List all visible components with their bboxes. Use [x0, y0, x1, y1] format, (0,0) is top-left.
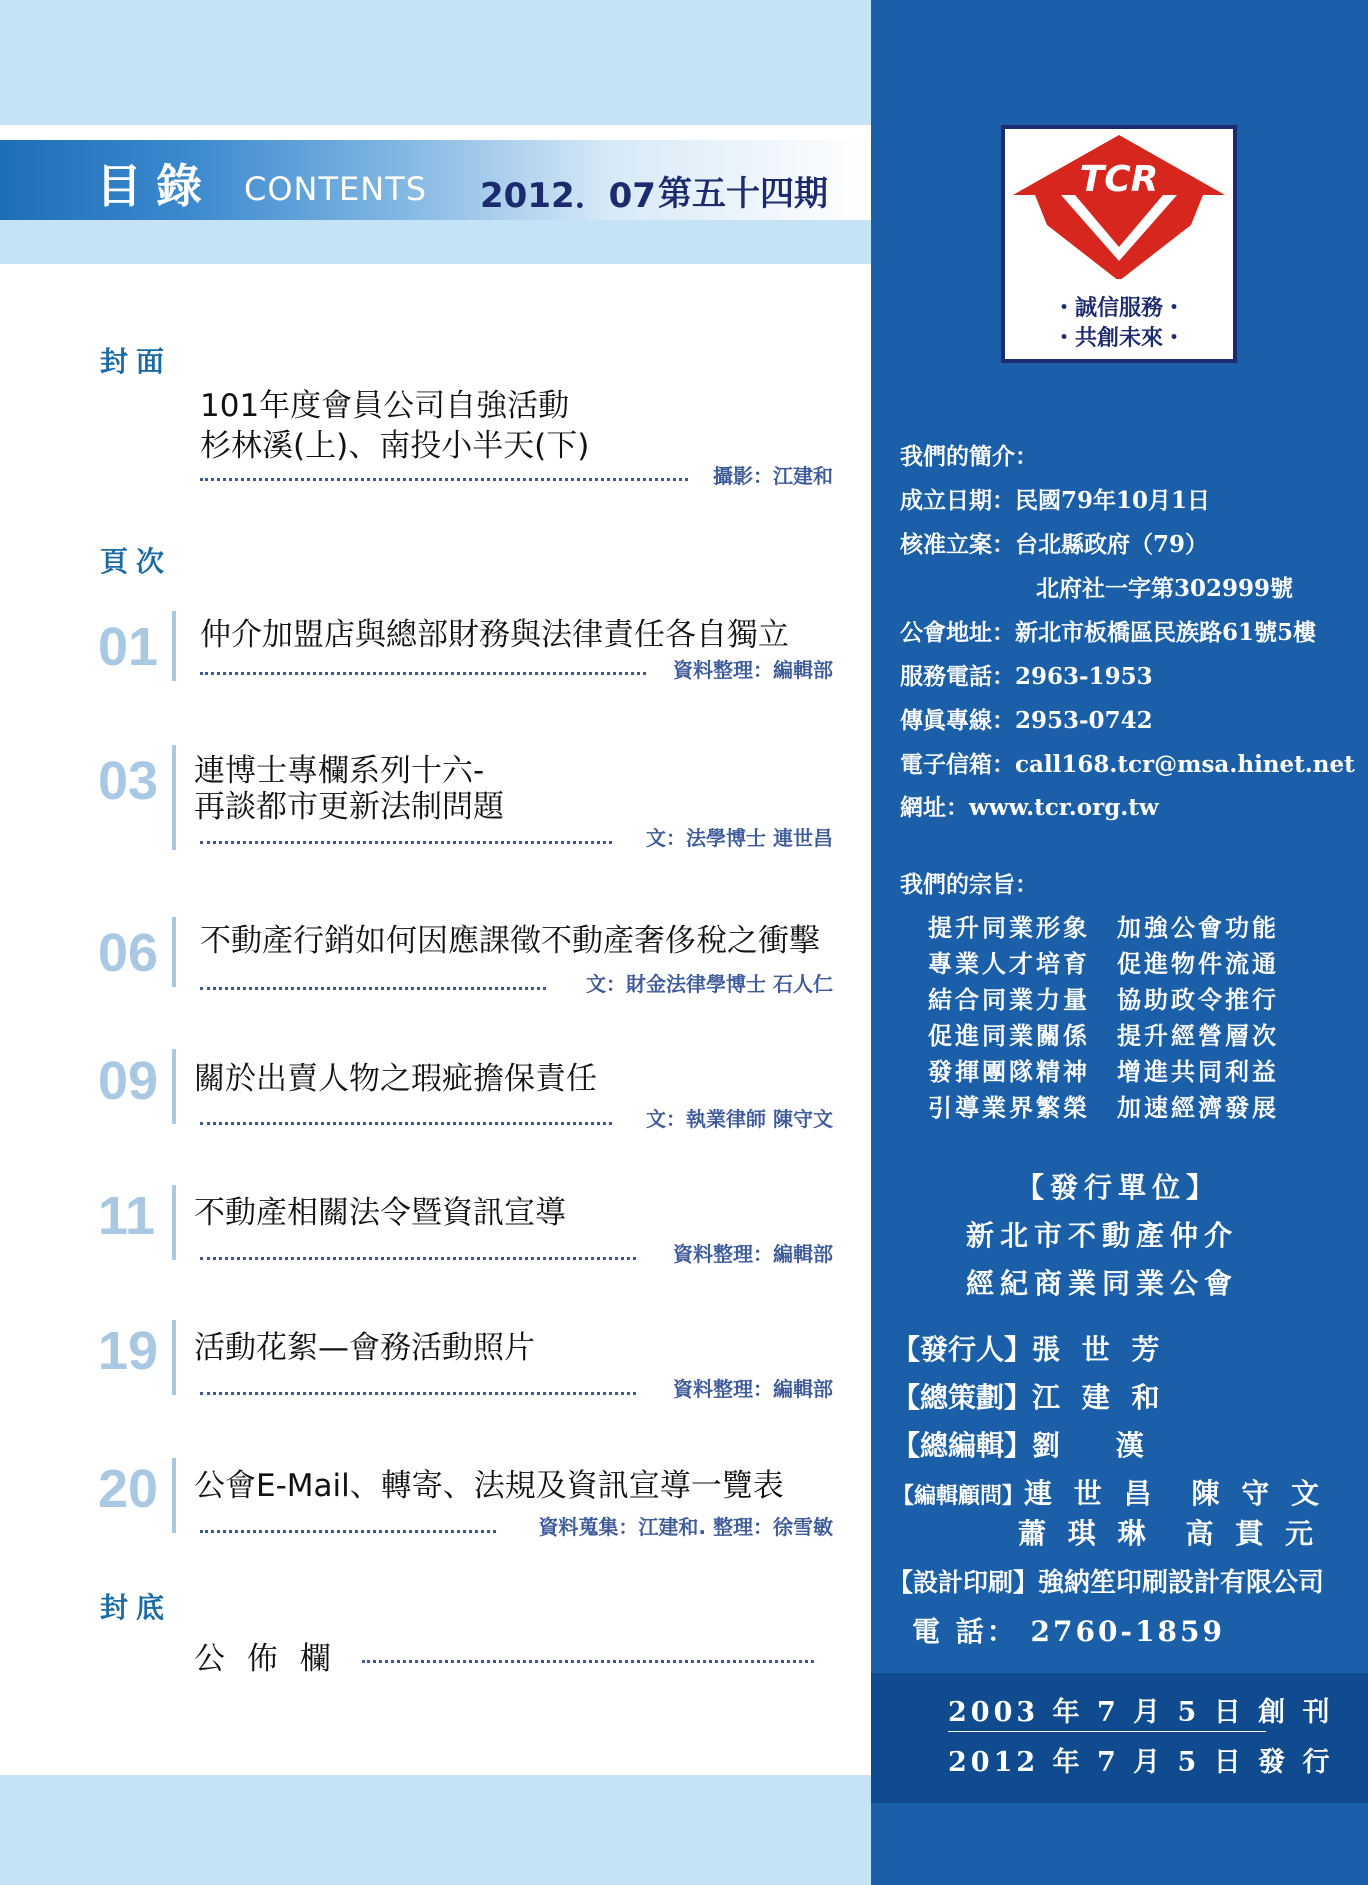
staff-role: 【總策劃】	[892, 1381, 1033, 1414]
tcr-logo	[1001, 125, 1237, 363]
intro-website[interactable]: 網址：www.tcr.org.tw	[900, 794, 1159, 821]
entry-credit: 文：法學博士 連世昌	[646, 826, 833, 850]
staff-name: 蕭 琪 琳 高 貫 元	[1018, 1517, 1319, 1550]
dotted-leader	[362, 1660, 814, 1663]
entry-divider	[172, 1458, 176, 1533]
page-title-en: CONTENTS	[244, 170, 428, 208]
issue-number: 第五十四期	[658, 174, 828, 214]
entry-page-number: 06	[98, 923, 159, 983]
aim-line: 提升同業形象 加強公會功能	[928, 913, 1279, 942]
entry-divider	[172, 1185, 176, 1260]
intro-email[interactable]: 電子信箱：call168.tcr@msa.hinet.net	[900, 751, 1355, 778]
entry-divider	[172, 745, 176, 850]
staff-publisher	[892, 1328, 1166, 1368]
issued-date: 2012 年 7 月 5 日 發 行	[948, 1747, 1334, 1778]
print-phone: 電 話： 2760-1859	[912, 1615, 1225, 1648]
entry-title-line2[interactable]: 再談都市更新法制問題	[194, 789, 504, 825]
entry-title[interactable]: 關於出賣人物之瑕疵擔保責任	[194, 1061, 597, 1097]
entry-page-number: 20	[98, 1459, 159, 1519]
logo-slogan-1: ・誠信服務・	[1052, 296, 1185, 321]
dotted-leader	[200, 672, 646, 675]
cover-label: 封面	[100, 345, 173, 378]
founded-date: 2003 年 7 月 5 日 創 刊	[948, 1697, 1334, 1728]
entry-page-number: 11	[98, 1186, 156, 1246]
entry-divider	[172, 611, 176, 681]
staff-printer	[888, 1562, 1324, 1599]
entry-credit: 資料蒐集：江建和. 整理：徐雪敏	[538, 1515, 833, 1539]
entry-divider	[172, 917, 176, 987]
intro-approval: 核准立案：台北縣政府（79）	[900, 531, 1209, 558]
aims-heading: 我們的宗旨：	[900, 871, 1038, 898]
dotted-leader	[200, 1257, 636, 1260]
aim-line: 專業人才培育 促進物件流通	[928, 949, 1279, 978]
intro-phone: 服務電話：2963-1953	[900, 663, 1153, 690]
staff-advisors	[892, 1472, 1325, 1512]
staff-role: 【設計印刷】	[888, 1568, 1039, 1597]
entry-page-number: 03	[98, 751, 159, 811]
entry-credit: 資料整理：編輯部	[673, 1377, 833, 1401]
intro-address: 公會地址：新北市板橋區民族路61號5樓	[900, 619, 1317, 646]
entry-credit: 文：財金法律學博士 石人仁	[586, 972, 833, 996]
entry-credit: 文：執業律師 陳守文	[646, 1107, 833, 1131]
intro-approval-2: 北府社一字第302999號	[1036, 575, 1294, 602]
pages-label: 頁次	[100, 545, 173, 578]
entry-title[interactable]: 公會E-Mail、轉寄、法規及資訊宣導一覽表	[194, 1468, 784, 1504]
cover-title-line2: 杉林溪(上)、南投小半天(下)	[200, 428, 590, 464]
cover-credit: 攝影：江建和	[713, 464, 833, 488]
intro-founded: 成立日期：民國79年10月1日	[900, 487, 1211, 514]
publisher-heading: 【發行單位】	[1016, 1171, 1221, 1204]
dotted-leader	[200, 841, 612, 844]
entry-credit: 資料整理：編輯部	[673, 1242, 833, 1266]
entry-title[interactable]: 不動產行銷如何因應課徵不動產奢侈稅之衝擊	[200, 923, 820, 959]
entry-divider	[172, 1049, 176, 1124]
publisher-line1: 新北市不動產仲介	[966, 1219, 1239, 1252]
dotted-leader	[200, 1392, 636, 1395]
aim-line: 發揮團隊精神 增進共同利益	[928, 1057, 1279, 1086]
aim-line: 引導業界繁榮 加速經濟發展	[928, 1093, 1279, 1122]
entry-page-number: 09	[98, 1051, 159, 1111]
staff-role: 【發行人】	[892, 1333, 1033, 1366]
page-title: 目錄	[96, 159, 216, 213]
entry-divider	[172, 1320, 176, 1395]
dotted-leader	[200, 478, 688, 481]
entry-credit: 資料整理：編輯部	[673, 658, 833, 682]
entry-title[interactable]: 仲介加盟店與總部財務與法律責任各自獨立	[200, 617, 789, 653]
footer-divider	[948, 1731, 1266, 1732]
top-band	[0, 0, 871, 125]
staff-name: 張 世 芳	[1032, 1333, 1166, 1366]
intro-heading: 我們的簡介：	[900, 443, 1038, 470]
staff-editor	[892, 1424, 1150, 1464]
staff-role: 【總編輯】	[892, 1429, 1033, 1462]
logo-slogan-2: ・共創未來・	[1052, 326, 1185, 351]
staff-name: 強納笙印刷設計有限公司	[1038, 1568, 1325, 1598]
publisher-line2: 經紀商業同業公會	[966, 1267, 1239, 1300]
issue-date: 2012．07	[480, 176, 656, 216]
entry-title[interactable]: 不動產相關法令暨資訊宣導	[194, 1195, 566, 1231]
dotted-leader	[200, 1530, 496, 1533]
cover-title-line1: 101年度會員公司自強活動	[200, 388, 570, 424]
entry-title[interactable]: 活動花絮—會務活動照片	[194, 1330, 535, 1366]
bottom-band	[0, 1775, 871, 1885]
logo-text: TCR	[1079, 159, 1159, 200]
back-cover-title[interactable]: 公 佈 欄	[194, 1641, 337, 1677]
aim-line: 促進同業關係 提升經營層次	[928, 1021, 1279, 1050]
back-cover-label: 封底	[100, 1591, 173, 1624]
staff-name: 連 世 昌 陳 守 文	[1024, 1477, 1326, 1510]
staff-advisors-2	[1018, 1512, 1319, 1552]
staff-role: 【編輯顧問】	[892, 1483, 1025, 1509]
entry-page-number: 01	[98, 617, 159, 677]
dotted-leader	[200, 987, 546, 990]
aim-line: 結合同業力量 協助政令推行	[928, 985, 1279, 1014]
entry-title[interactable]: 連博士專欄系列十六-	[194, 753, 485, 789]
logo-house-icon	[1005, 129, 1233, 279]
staff-name: 江 建 和	[1032, 1381, 1166, 1414]
dotted-leader	[200, 1122, 612, 1125]
intro-fax: 傳眞專線：2953-0742	[900, 707, 1153, 734]
staff-planner	[892, 1376, 1166, 1416]
staff-name: 劉 漢	[1032, 1429, 1150, 1462]
entry-page-number: 19	[98, 1321, 159, 1381]
